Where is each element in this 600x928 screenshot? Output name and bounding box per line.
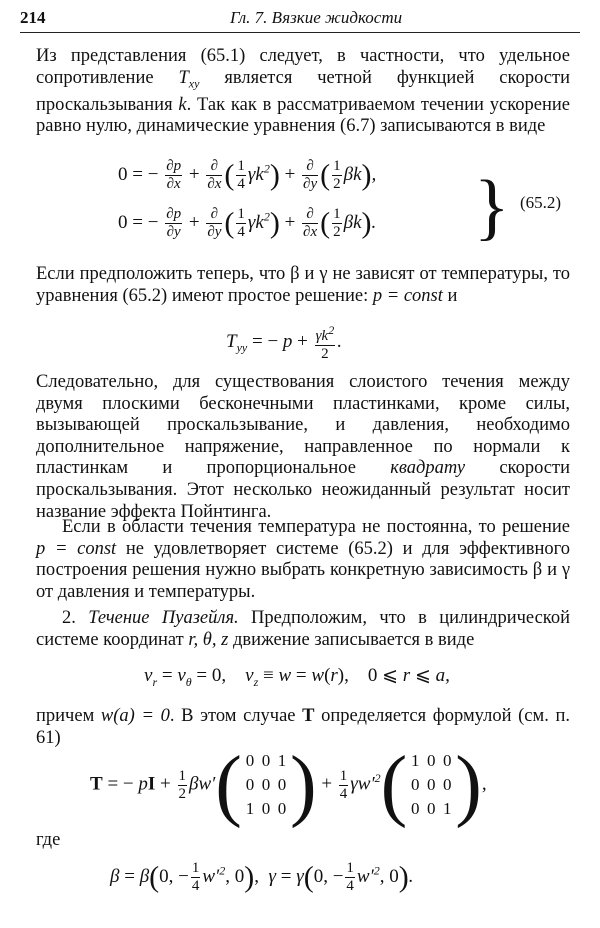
running-title: Гл. 7. Вязкие жидкости [230,8,403,27]
paragraph-1-text-a: Из представления (65.1) следует, в частности, что удельное сопротивление [36,46,570,88]
matrix-1: 0 0 1 0 0 0 1 0 0 [245,751,287,818]
paragraph-2-text-c: и [442,285,458,306]
paragraph-2 [36,264,570,307]
paragraph-1-text-b: является четной функцией скорости проскальзывания [36,67,570,115]
equation-Tyy: $T_{yy}$ = − p + $\frac{\gamma k^2}{2}$ . [226,323,342,362]
paragraph-5-text-a: Предположим, что в цилиндрической системе координат [36,608,570,650]
page-number: 214 [20,8,46,27]
symbol-k: k [178,94,187,115]
paragraph-6-text-b: . В этом случае [169,706,303,726]
paragraph-4-text-b: не удовлетворяет системе (65.2) и для эффективного построения решения нужно выбрать конкретную зависимость β и γ от давления и температуры. [36,538,570,602]
paragraph-1-text-c: . Так как в рассматриваемом течении ускорение равно нулю, динамические уравнения (6.7) записываются в виде [36,94,570,137]
paragraph-6-text-c: определяется формулой (см. п. 61) [36,706,570,748]
paragraph-3 [36,372,570,523]
equation-65-2-number: (65.2) [520,193,562,212]
paragraph-3-emphasis: квадрату [390,458,466,479]
paragraph-4-text-a: Если в области течения температура не постоянна, то решение [62,517,570,537]
paragraph-2-text-a: Если предположить теперь, что β и γ не зависят от температуры, то уравнения (65.2) имеют простое решение: [36,264,570,306]
equation-beta-gamma: β = β(0, − $\frac{1}{4}$ $w'^2$, 0), γ = γ(0, − $\frac{1}{4}$ $w'^2$, 0). [110,860,414,894]
tensor-T-symbol: T [302,706,315,726]
equation-65-2-line-1: 0 = − $\frac{\partial p}{\partial x}$ + $\frac{\partial}{\partial x}$ ( $\frac{1}{4}$ $\gamma k^2$) + $\frac{\partial}{\partial y}$ ( $\frac{1}{2}$ βk), [118,158,377,192]
equation-65-2-brace: } [474,166,510,248]
equation-65-2-line-2: 0 = − $\frac{\partial p}{\partial y}$ + $\frac{\partial}{\partial y}$ ( $\frac{1}{4}$ $\gamma k^2$) + $\frac{\partial}{\partial x}$ ( $\frac{1}{2}$ βk). [118,206,377,240]
page-header [20,4,580,33]
matrix-2: 1 0 0 0 0 0 0 0 1 [411,751,452,818]
paragraph-5-coords: r, θ, z [188,629,229,650]
paragraph-7: где [36,830,61,850]
paragraph-3-text-b: скорости проскальзывания. Этот несколько неожиданный результат носит название эффекта Пойнтинга. [36,458,570,522]
equation-T-matrix: T = − pI + $\frac{1}{2}$ βw′( 0 0 1 0 0 0 1 0 0) + $\frac{1}{4}$ $\gamma w'^2$( 1 0 0 0 0 0 0 0 1), [90,741,487,829]
paragraph-3-text-a: Следовательно, для существования слоистого течения между двумя плоскими бесконечными пластинками, кроме силы, вызывающей проскальзывание, и давления, необходимо дополнительное напряжение, направленное по нормали к пластинкам и пропорциональное [36,372,570,479]
paragraph-5-text-b: движение записывается в виде [228,629,475,650]
paragraph-2-expr: p = const [372,285,443,306]
symbol-Txy: $T_{xy}$ [178,67,200,91]
section-title: Течение Пуазейля. [88,608,239,628]
paragraph-6-text-a: причем [36,706,101,726]
section-number: 2. [62,608,76,628]
equation-velocity: $v_r = v_\theta = 0$, $v_z \equiv w = w(r)$, 0 ⩽ r ⩽ a, [144,665,450,689]
paragraph-6-expr: w(a) = 0 [100,706,170,726]
paragraph-5 [36,608,570,651]
paragraph-4-expr: p = const [36,538,117,559]
paragraph-1 [36,46,570,138]
paragraph-4 [36,517,570,603]
